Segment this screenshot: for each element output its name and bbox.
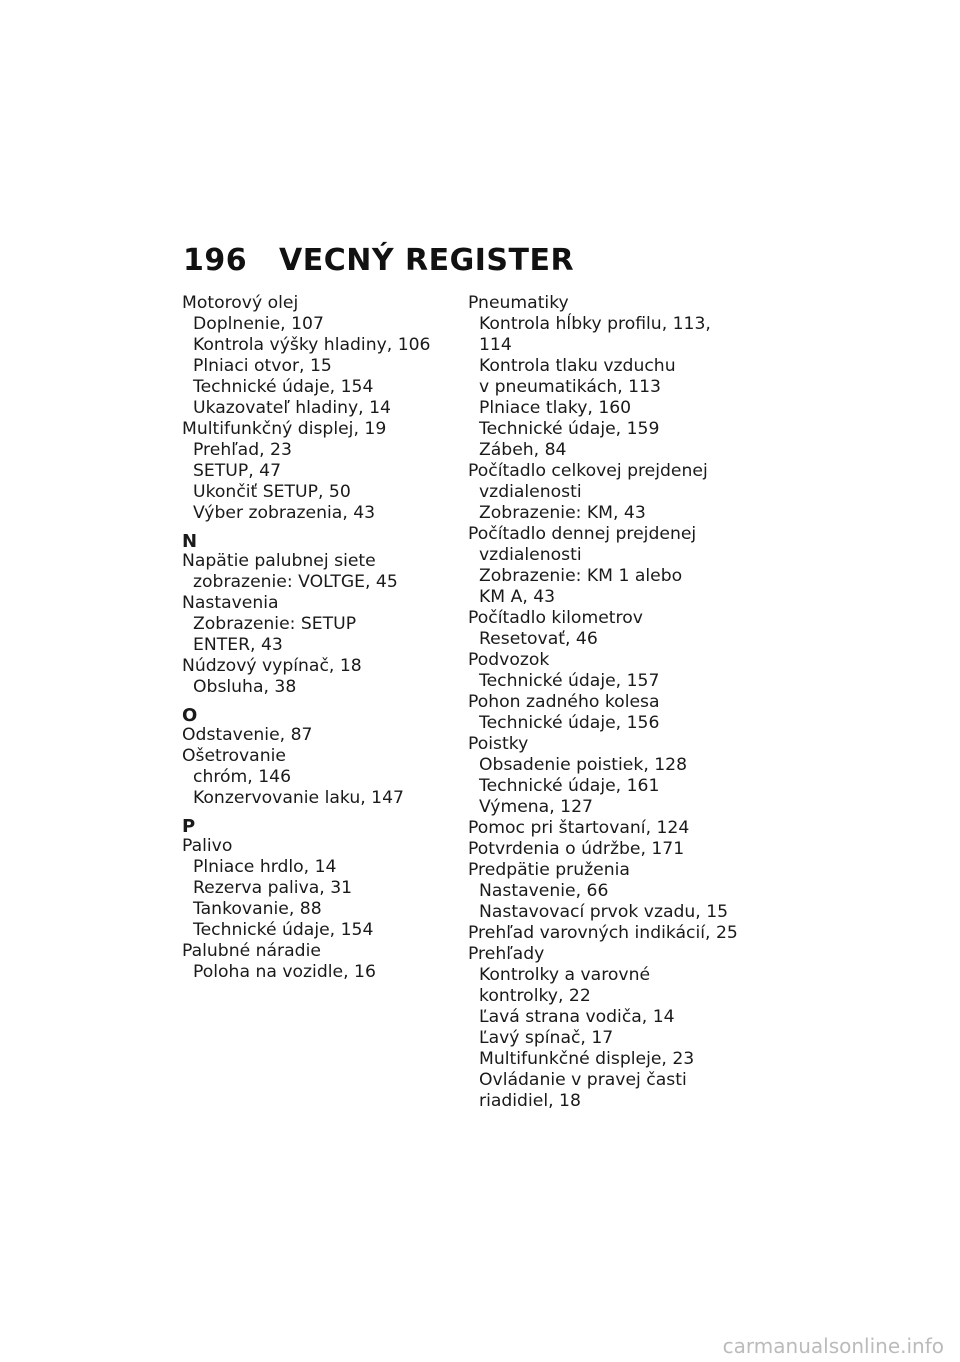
index-entry: Ošetrovanie: [182, 746, 286, 766]
index-subentry: Technické údaje, 161: [479, 776, 660, 796]
index-entry: Predpätie pruženia: [468, 860, 630, 880]
index-subentry: Ovládanie v pravej časti: [479, 1070, 687, 1090]
index-entry: Palivo: [182, 836, 233, 856]
index-subentry: Kontrolky a varovné: [479, 965, 651, 985]
index-subentry: Technické údaje, 156: [479, 713, 660, 733]
index-subentry: Nastavenie, 66: [479, 881, 609, 901]
index-subentry: Konzervovanie laku, 147: [193, 788, 404, 808]
index-subentry: Technické údaje, 154: [193, 377, 374, 397]
index-subentry: Ukončiť SETUP, 50: [193, 482, 351, 502]
index-entry: Multifunkčný displej, 19: [182, 419, 387, 439]
index-entry: Pneumatiky: [468, 293, 569, 313]
index-entry: Počítadlo celkovej prejdenej: [468, 461, 708, 481]
index-entry: Pomoc pri štartovaní, 124: [468, 818, 690, 838]
index-letter-heading: O: [182, 705, 198, 726]
index-letter-heading: P: [182, 816, 196, 837]
index-subentry: Rezerva paliva, 31: [193, 878, 353, 898]
index-subentry: vzdialenosti: [479, 482, 582, 502]
index-entry: Prehľady: [468, 944, 545, 964]
index-subentry: Ľavý spínač, 17: [479, 1028, 614, 1048]
index-subentry: 114: [479, 335, 512, 355]
index-subentry: Plniace tlaky, 160: [479, 398, 632, 418]
index-entry: Poistky: [468, 734, 529, 754]
index-subentry: chróm, 146: [193, 767, 292, 787]
index-subentry: vzdialenosti: [479, 545, 582, 565]
index-subentry: Multifunkčné displeje, 23: [479, 1049, 695, 1069]
index-subentry: SETUP, 47: [193, 461, 282, 481]
index-subentry: Zábeh, 84: [479, 440, 567, 460]
index-entry: Prehľad varovných indikácií, 25: [468, 923, 738, 943]
index-column-left: [182, 293, 472, 983]
index-entry: Napätie palubnej siete: [182, 551, 376, 571]
index-subentry: riadidiel, 18: [479, 1091, 581, 1111]
index-subentry: Plniaci otvor, 15: [193, 356, 332, 376]
index-subentry: Prehľad, 23: [193, 440, 292, 460]
index-subentry: Obsadenie poistiek, 128: [479, 755, 688, 775]
index-letter-heading: N: [182, 531, 198, 552]
index-subentry: Poloha na vozidle, 16: [193, 962, 376, 982]
index-column-right: [468, 293, 768, 1112]
index-subentry: v pneumatikách, 113: [479, 377, 661, 397]
index-subentry: Ukazovateľ hladiny, 14: [193, 398, 391, 418]
index-subentry: Kontrola výšky hladiny, 106: [193, 335, 431, 355]
index-subentry: Výmena, 127: [479, 797, 593, 817]
index-subentry: Obsluha, 38: [193, 677, 297, 697]
page-number: 196: [183, 243, 248, 278]
index-subentry: Plniace hrdlo, 14: [193, 857, 337, 877]
index-subentry: Zobrazenie: SETUP: [193, 614, 357, 634]
index-subentry: ENTER, 43: [193, 635, 283, 655]
watermark: carmanualsonline.info: [722, 1334, 944, 1358]
index-subentry: Technické údaje, 159: [479, 419, 660, 439]
index-subentry: Tankovanie, 88: [193, 899, 322, 919]
index-subentry: Resetovať, 46: [479, 629, 598, 649]
index-subentry: Nastavovací prvok vzadu, 15: [479, 902, 729, 922]
index-subentry: Zobrazenie: KM 1 alebo: [479, 566, 683, 586]
index-entry: Palubné náradie: [182, 941, 321, 961]
index-entry: Potvrdenia o údržbe, 171: [468, 839, 685, 859]
index-subentry: Výber zobrazenia, 43: [193, 503, 376, 523]
index-subentry: KM A, 43: [479, 587, 556, 607]
index-entry: Nastavenia: [182, 593, 279, 613]
index-entry: Pohon zadného kolesa: [468, 692, 660, 712]
index-entry: Podvozok: [468, 650, 550, 670]
index-subentry: zobrazenie: VOLTGE, 45: [193, 572, 398, 592]
index-subentry: kontrolky, 22: [479, 986, 591, 1006]
index-entry: Odstavenie, 87: [182, 725, 313, 745]
index-entry: Motorový olej: [182, 293, 299, 313]
index-subentry: Kontrola hĺbky profilu, 113,: [479, 314, 711, 334]
index-entry: Núdzový vypínač, 18: [182, 656, 362, 676]
page-title: VECNÝ REGISTER: [279, 243, 575, 278]
index-entry: Počítadlo kilometrov: [468, 608, 643, 628]
index-subentry: Ľavá strana vodiča, 14: [479, 1007, 675, 1027]
page-header: [183, 243, 574, 278]
index-subentry: Technické údaje, 154: [193, 920, 374, 940]
index-entry: Počítadlo dennej prejdenej: [468, 524, 697, 544]
index-subentry: Kontrola tlaku vzduchu: [479, 356, 676, 376]
index-subentry: Doplnenie, 107: [193, 314, 324, 334]
index-subentry: Zobrazenie: KM, 43: [479, 503, 646, 523]
index-subentry: Technické údaje, 157: [479, 671, 660, 691]
